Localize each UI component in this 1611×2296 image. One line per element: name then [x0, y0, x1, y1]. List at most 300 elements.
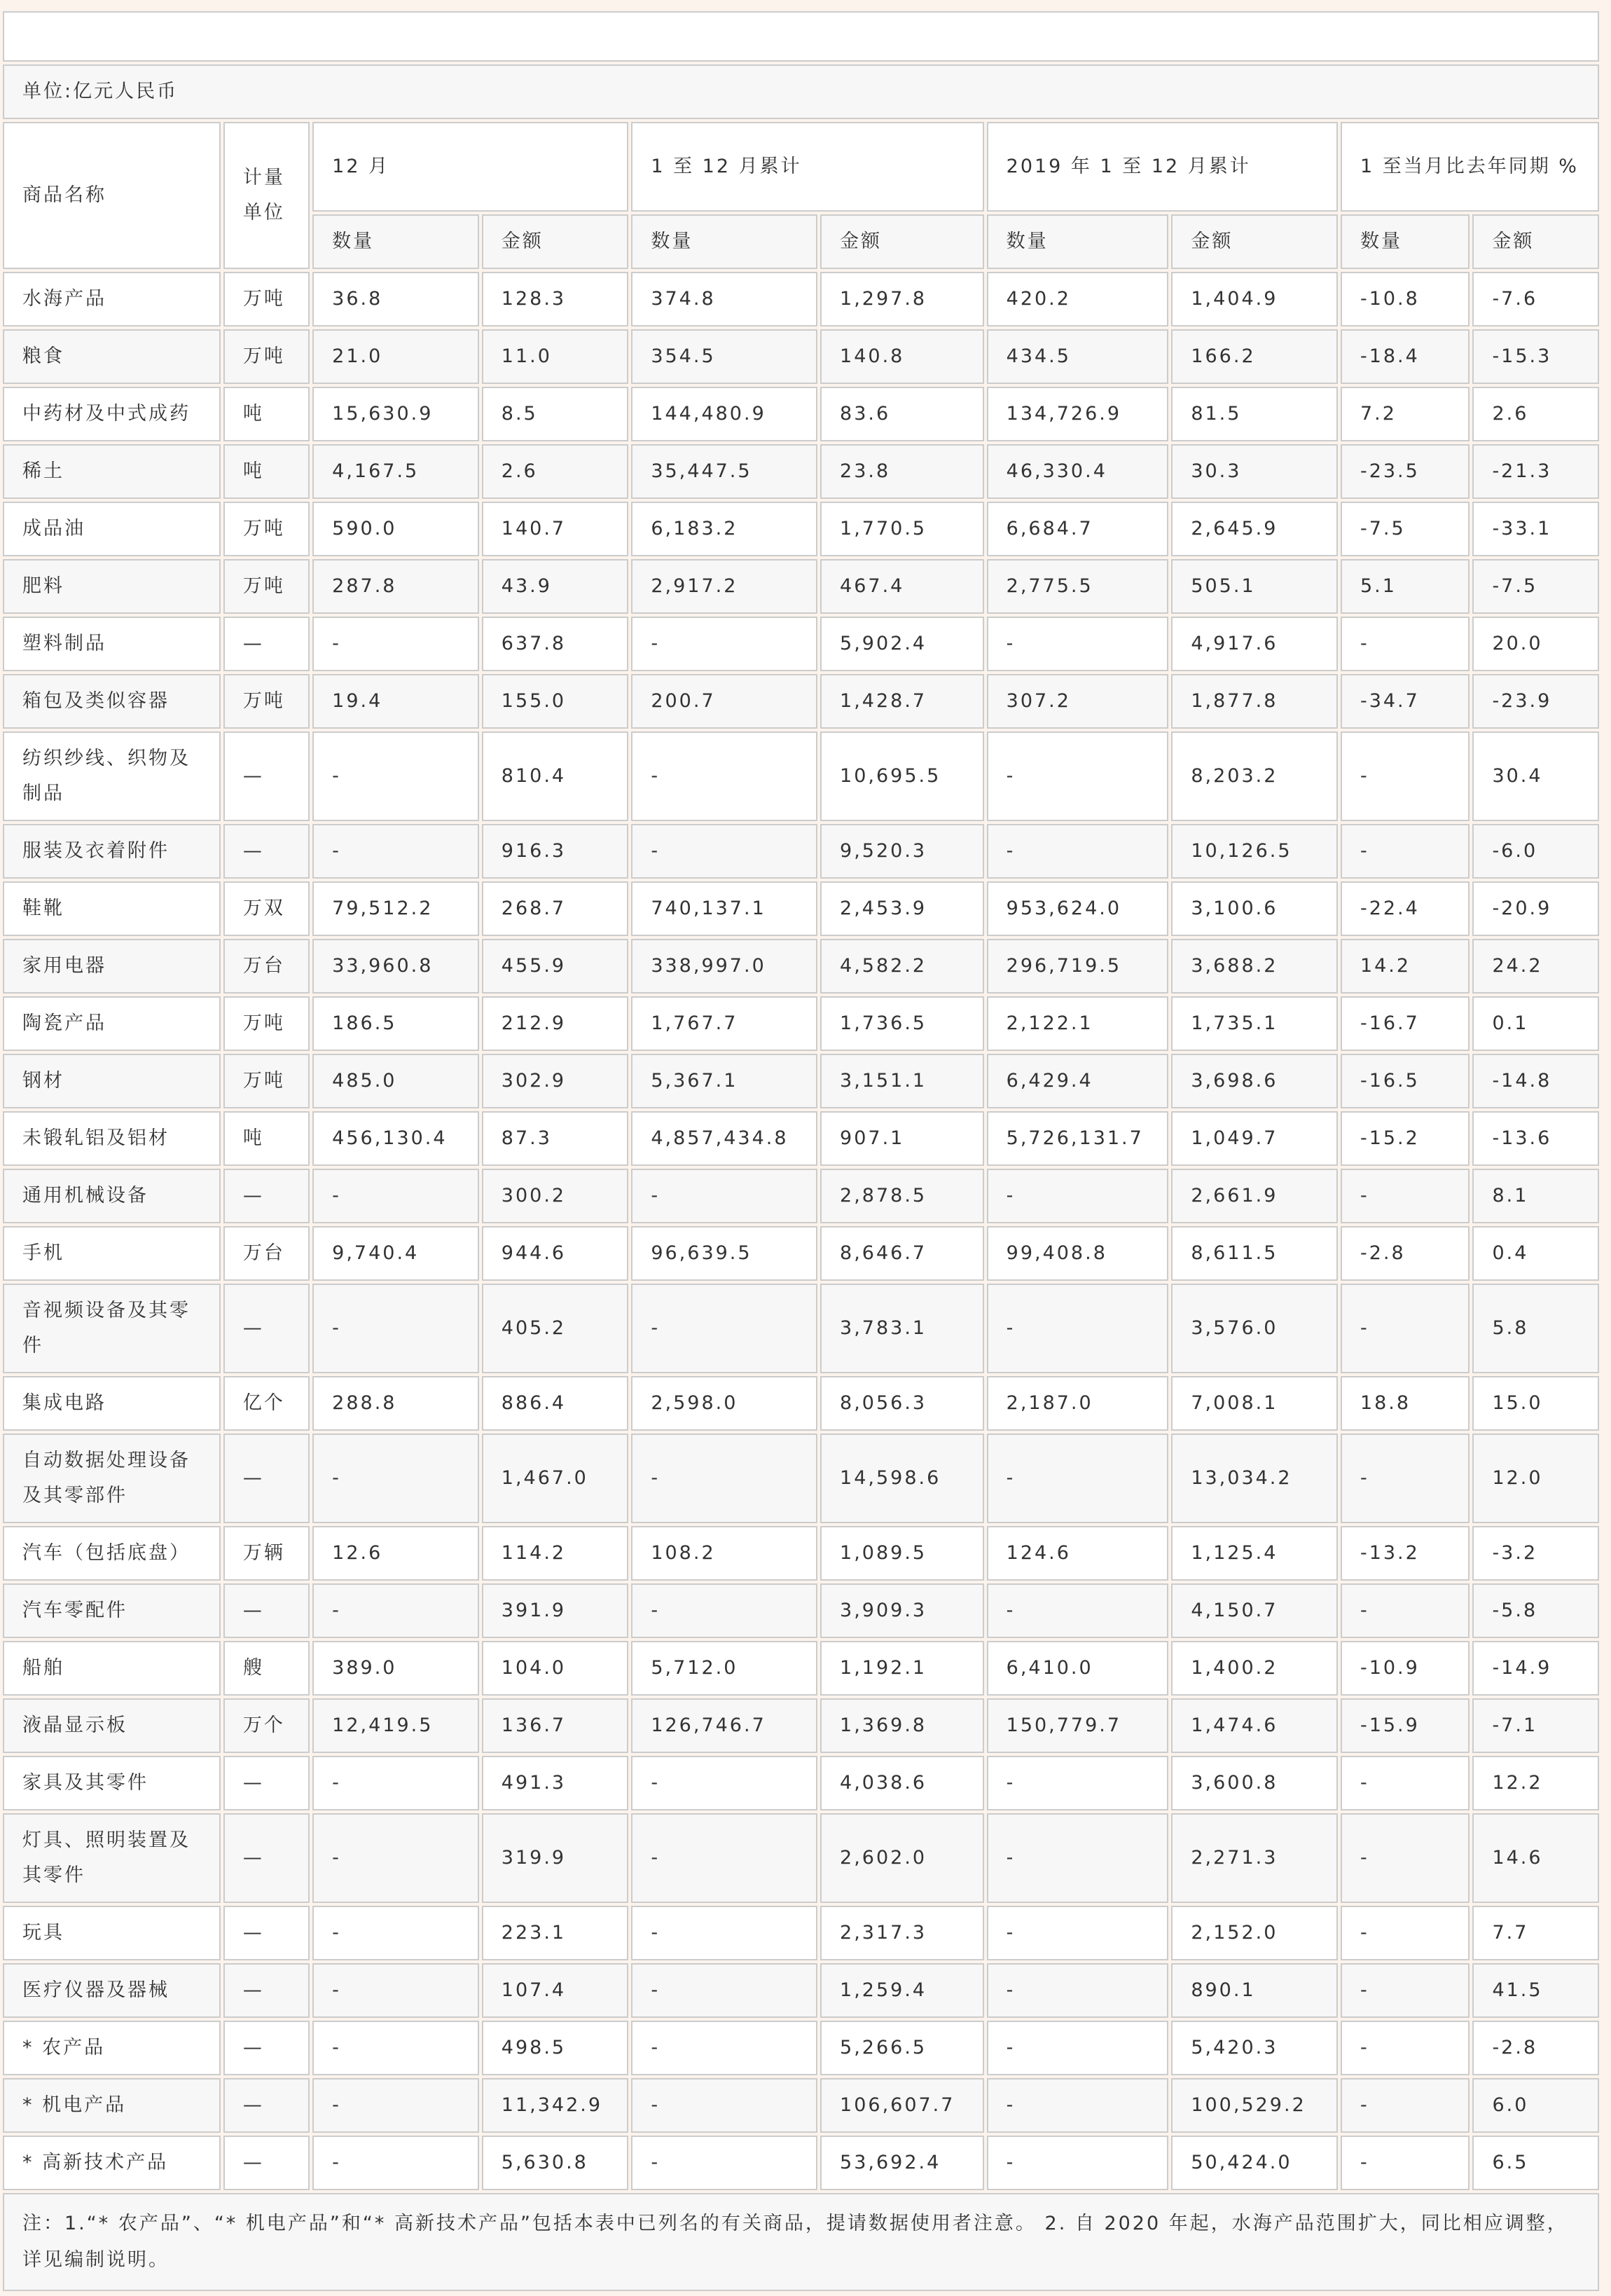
cell-commodity-name: * 农产品 [3, 2021, 221, 2075]
cell-prior-year-quantity: - [987, 1906, 1169, 1960]
cell-dec-amount: 107.4 [482, 1963, 629, 2018]
cell-cumulative-quantity: 200.7 [631, 674, 817, 729]
cell-cumulative-amount: 1,770.5 [820, 502, 984, 556]
cell-prior-year-amount: 3,600.8 [1171, 1756, 1338, 1810]
cell-yoy-quantity-pct: -18.4 [1341, 329, 1470, 384]
cell-prior-year-quantity: 134,726.9 [987, 387, 1169, 441]
cell-measure-unit: 艘 [223, 1641, 310, 1696]
cell-dec-amount: 104.0 [482, 1641, 629, 1696]
cell-commodity-name: * 高新技术产品 [3, 2136, 221, 2190]
cell-measure-unit: 万吨 [223, 559, 310, 614]
subheader-amount: 金额 [1472, 214, 1599, 269]
cell-dec-quantity: 12,419.5 [312, 1698, 479, 1753]
cell-yoy-amount-pct: -20.9 [1472, 881, 1599, 936]
cell-commodity-name: 稀土 [3, 444, 221, 499]
cell-prior-year-amount: 2,152.0 [1171, 1906, 1338, 1960]
cell-prior-year-amount: 1,735.1 [1171, 996, 1338, 1051]
cell-prior-year-amount: 2,661.9 [1171, 1169, 1338, 1223]
cell-dec-quantity: 389.0 [312, 1641, 479, 1696]
cell-prior-year-quantity: 2,187.0 [987, 1376, 1169, 1431]
cell-dec-quantity: 12.6 [312, 1526, 479, 1581]
cell-yoy-amount-pct: -21.3 [1472, 444, 1599, 499]
cell-measure-unit: 吨 [223, 387, 310, 441]
cell-prior-year-amount: 1,877.8 [1171, 674, 1338, 729]
table-row [3, 996, 1599, 1051]
cell-cumulative-amount: 14,598.6 [820, 1434, 984, 1523]
cell-prior-year-amount: 4,150.7 [1171, 1583, 1338, 1638]
cell-yoy-amount-pct: 24.2 [1472, 939, 1599, 994]
cell-dec-amount: 319.9 [482, 1813, 629, 1903]
cell-yoy-quantity-pct: - [1341, 731, 1470, 821]
cell-yoy-quantity-pct: -7.5 [1341, 502, 1470, 556]
cell-yoy-quantity-pct: -10.9 [1341, 1641, 1470, 1696]
cell-yoy-amount-pct: 6.5 [1472, 2136, 1599, 2190]
cell-measure-unit: 吨 [223, 444, 310, 499]
cell-commodity-name: 家具及其零件 [3, 1756, 221, 1810]
cell-prior-year-quantity: - [987, 1434, 1169, 1523]
cell-yoy-amount-pct: -6.0 [1472, 824, 1599, 879]
cell-dec-quantity: 288.8 [312, 1376, 479, 1431]
cell-commodity-name: 水海产品 [3, 272, 221, 326]
cell-cumulative-quantity: - [631, 2021, 817, 2075]
cell-yoy-amount-pct: 30.4 [1472, 731, 1599, 821]
cell-cumulative-quantity: 338,997.0 [631, 939, 817, 994]
cell-prior-year-amount: 81.5 [1171, 387, 1338, 441]
cell-yoy-quantity-pct: - [1341, 617, 1470, 671]
cell-measure-unit: 万台 [223, 939, 310, 994]
cell-dec-quantity: - [312, 1963, 479, 2018]
cell-measure-unit: — [223, 1583, 310, 1638]
cell-cumulative-amount: 1,192.1 [820, 1641, 984, 1696]
table-row [3, 824, 1599, 879]
cell-yoy-quantity-pct: -22.4 [1341, 881, 1470, 936]
cell-cumulative-amount: 3,909.3 [820, 1583, 984, 1638]
cell-dec-amount: 405.2 [482, 1284, 629, 1373]
cell-yoy-quantity-pct: - [1341, 1756, 1470, 1810]
header-commodity-name: 商品名称 [3, 122, 221, 269]
cell-yoy-quantity-pct: - [1341, 1583, 1470, 1638]
cell-prior-year-amount: 166.2 [1171, 329, 1338, 384]
cell-cumulative-quantity: 5,367.1 [631, 1054, 817, 1108]
cell-yoy-amount-pct: -15.3 [1472, 329, 1599, 384]
cell-cumulative-quantity: - [631, 1756, 817, 1810]
table-row [3, 2078, 1599, 2133]
table-row [3, 939, 1599, 994]
cell-commodity-name: 玩具 [3, 1906, 221, 1960]
table-row [3, 2136, 1599, 2190]
cell-yoy-amount-pct: -33.1 [1472, 502, 1599, 556]
cell-cumulative-quantity: 4,857,434.8 [631, 1111, 817, 1166]
cell-prior-year-quantity: 307.2 [987, 674, 1169, 729]
cell-cumulative-quantity: 96,639.5 [631, 1226, 817, 1281]
cell-prior-year-quantity: 124.6 [987, 1526, 1169, 1581]
subheader-quantity: 数量 [1341, 214, 1470, 269]
cell-commodity-name: 通用机械设备 [3, 1169, 221, 1223]
cell-measure-unit: 万台 [223, 1226, 310, 1281]
cell-prior-year-quantity: 6,429.4 [987, 1054, 1169, 1108]
cell-dec-quantity: - [312, 1284, 479, 1373]
cell-prior-year-amount: 1,400.2 [1171, 1641, 1338, 1696]
cell-cumulative-quantity: - [631, 1963, 817, 2018]
cell-commodity-name: 服装及衣着附件 [3, 824, 221, 879]
cell-prior-year-amount: 890.1 [1171, 1963, 1338, 2018]
cell-yoy-quantity-pct: 5.1 [1341, 559, 1470, 614]
cell-dec-quantity: - [312, 1906, 479, 1960]
cell-measure-unit: — [223, 731, 310, 821]
table-row [3, 1583, 1599, 1638]
cell-prior-year-amount: 3,688.2 [1171, 939, 1338, 994]
cell-cumulative-amount: 8,646.7 [820, 1226, 984, 1281]
cell-prior-year-quantity: 99,408.8 [987, 1226, 1169, 1281]
table-row [3, 731, 1599, 821]
cell-dec-quantity: - [312, 1756, 479, 1810]
cell-dec-quantity: 9,740.4 [312, 1226, 479, 1281]
cell-dec-amount: 637.8 [482, 617, 629, 671]
table-row [3, 559, 1599, 614]
table-row [3, 674, 1599, 729]
cell-dec-amount: 128.3 [482, 272, 629, 326]
cell-cumulative-quantity: 374.8 [631, 272, 817, 326]
cell-yoy-amount-pct: 12.0 [1472, 1434, 1599, 1523]
cell-dec-quantity: 15,630.9 [312, 387, 479, 441]
cell-cumulative-quantity: - [631, 2136, 817, 2190]
cell-cumulative-amount: 23.8 [820, 444, 984, 499]
currency-unit-label: 单位:亿元人民币 [3, 64, 1599, 119]
cell-measure-unit: — [223, 1813, 310, 1903]
cell-prior-year-quantity: - [987, 1756, 1169, 1810]
cell-yoy-amount-pct: 2.6 [1472, 387, 1599, 441]
cell-measure-unit: — [223, 1756, 310, 1810]
table-row [3, 1111, 1599, 1166]
cell-cumulative-amount: 10,695.5 [820, 731, 984, 821]
cell-prior-year-amount: 10,126.5 [1171, 824, 1338, 879]
cell-dec-amount: 140.7 [482, 502, 629, 556]
cell-measure-unit: 吨 [223, 1111, 310, 1166]
cell-yoy-amount-pct: -5.8 [1472, 1583, 1599, 1638]
cell-prior-year-amount: 8,203.2 [1171, 731, 1338, 821]
cell-cumulative-amount: 467.4 [820, 559, 984, 614]
cell-yoy-amount-pct: 14.6 [1472, 1813, 1599, 1903]
cell-commodity-name: 液晶显示板 [3, 1698, 221, 1753]
table-row [3, 1756, 1599, 1810]
cell-cumulative-amount: 2,453.9 [820, 881, 984, 936]
cell-cumulative-quantity: - [631, 617, 817, 671]
cell-cumulative-amount: 5,902.4 [820, 617, 984, 671]
cell-dec-quantity: 590.0 [312, 502, 479, 556]
cell-commodity-name: 塑料制品 [3, 617, 221, 671]
table-row [3, 1169, 1599, 1223]
cell-yoy-quantity-pct: - [1341, 2136, 1470, 2190]
cell-cumulative-amount: 8,056.3 [820, 1376, 984, 1431]
cell-cumulative-amount: 1,428.7 [820, 674, 984, 729]
cell-dec-amount: 2.6 [482, 444, 629, 499]
cell-cumulative-quantity: 108.2 [631, 1526, 817, 1581]
table-row [3, 329, 1599, 384]
cell-yoy-quantity-pct: - [1341, 1284, 1470, 1373]
cell-prior-year-amount: 50,424.0 [1171, 2136, 1338, 2190]
cell-measure-unit: — [223, 2078, 310, 2133]
table-footnote: 注：1.“* 农产品”、“* 机电产品”和“* 高新技术产品”包括本表中已列名的有关商品，提请数据使用者注意。 2. 自 2020 年起，水海产品范围扩大，同比相应调整，详见编制说明。 [3, 2193, 1599, 2291]
cell-cumulative-quantity: - [631, 1813, 817, 1903]
cell-measure-unit: 万吨 [223, 502, 310, 556]
cell-cumulative-quantity: - [631, 1434, 817, 1523]
cell-yoy-amount-pct: -23.9 [1472, 674, 1599, 729]
cell-dec-amount: 136.7 [482, 1698, 629, 1753]
cell-yoy-amount-pct: 6.0 [1472, 2078, 1599, 2133]
cell-yoy-amount-pct: 0.4 [1472, 1226, 1599, 1281]
cell-dec-amount: 43.9 [482, 559, 629, 614]
table-row [3, 617, 1599, 671]
cell-yoy-quantity-pct: 7.2 [1341, 387, 1470, 441]
cell-commodity-name: 自动数据处理设备及其零部件 [3, 1434, 221, 1523]
cell-cumulative-amount: 4,038.6 [820, 1756, 984, 1810]
cell-prior-year-quantity: 150,779.7 [987, 1698, 1169, 1753]
cell-prior-year-amount: 2,271.3 [1171, 1813, 1338, 1903]
cell-cumulative-amount: 1,297.8 [820, 272, 984, 326]
cell-prior-year-quantity: - [987, 1963, 1169, 2018]
cell-cumulative-quantity: - [631, 1906, 817, 1960]
table-row [3, 1698, 1599, 1753]
cell-dec-amount: 212.9 [482, 996, 629, 1051]
cell-prior-year-amount: 2,645.9 [1171, 502, 1338, 556]
cell-dec-amount: 223.1 [482, 1906, 629, 1960]
cell-cumulative-amount: 83.6 [820, 387, 984, 441]
cell-prior-year-amount: 7,008.1 [1171, 1376, 1338, 1431]
cell-cumulative-quantity: - [631, 824, 817, 879]
table-row [3, 1963, 1599, 2018]
cell-prior-year-quantity: - [987, 2078, 1169, 2133]
cell-cumulative-amount: 2,878.5 [820, 1169, 984, 1223]
cell-yoy-quantity-pct: -16.5 [1341, 1054, 1470, 1108]
cell-prior-year-quantity: 953,624.0 [987, 881, 1169, 936]
cell-yoy-quantity-pct: - [1341, 2078, 1470, 2133]
cell-yoy-amount-pct: -7.6 [1472, 272, 1599, 326]
cell-cumulative-quantity: 2,917.2 [631, 559, 817, 614]
cell-yoy-amount-pct: 0.1 [1472, 996, 1599, 1051]
table-row [3, 1906, 1599, 1960]
cell-prior-year-amount: 13,034.2 [1171, 1434, 1338, 1523]
cell-cumulative-amount: 9,520.3 [820, 824, 984, 879]
cell-dec-amount: 944.6 [482, 1226, 629, 1281]
cell-dec-quantity: 287.8 [312, 559, 479, 614]
table-row [3, 502, 1599, 556]
cell-commodity-name: 家用电器 [3, 939, 221, 994]
cell-dec-quantity: 19.4 [312, 674, 479, 729]
cell-cumulative-amount: 1,089.5 [820, 1526, 984, 1581]
cell-yoy-quantity-pct: -16.7 [1341, 996, 1470, 1051]
table-row [3, 1526, 1599, 1581]
cell-cumulative-amount: 1,736.5 [820, 996, 984, 1051]
cell-prior-year-quantity: - [987, 824, 1169, 879]
cell-yoy-amount-pct: -7.1 [1472, 1698, 1599, 1753]
cell-dec-quantity: - [312, 1169, 479, 1223]
subheader-amount: 金额 [820, 214, 984, 269]
cell-prior-year-amount: 505.1 [1171, 559, 1338, 614]
cell-prior-year-quantity: - [987, 1284, 1169, 1373]
subheader-amount: 金额 [482, 214, 629, 269]
cell-cumulative-amount: 1,259.4 [820, 1963, 984, 2018]
cell-cumulative-quantity: 2,598.0 [631, 1376, 817, 1431]
cell-yoy-quantity-pct: -15.9 [1341, 1698, 1470, 1753]
cell-cumulative-quantity: 6,183.2 [631, 502, 817, 556]
cell-dec-quantity: 79,512.2 [312, 881, 479, 936]
cell-yoy-quantity-pct: -10.8 [1341, 272, 1470, 326]
cell-dec-quantity: - [312, 2078, 479, 2133]
cell-dec-amount: 155.0 [482, 674, 629, 729]
cell-measure-unit: 万吨 [223, 674, 310, 729]
table-row [3, 387, 1599, 441]
cell-yoy-quantity-pct: 18.8 [1341, 1376, 1470, 1431]
cell-prior-year-quantity: 2,122.1 [987, 996, 1169, 1051]
cell-dec-quantity: - [312, 2136, 479, 2190]
cell-dec-quantity: 186.5 [312, 996, 479, 1051]
cell-commodity-name: 汽车零配件 [3, 1583, 221, 1638]
cell-dec-amount: 916.3 [482, 824, 629, 879]
cell-measure-unit: — [223, 617, 310, 671]
cell-yoy-quantity-pct: - [1341, 1813, 1470, 1903]
cell-yoy-quantity-pct: 14.2 [1341, 939, 1470, 994]
cell-measure-unit: — [223, 1169, 310, 1223]
cell-cumulative-amount: 3,783.1 [820, 1284, 984, 1373]
cell-cumulative-amount: 3,151.1 [820, 1054, 984, 1108]
cell-yoy-quantity-pct: - [1341, 1434, 1470, 1523]
cell-dec-amount: 8.5 [482, 387, 629, 441]
cell-prior-year-quantity: - [987, 1583, 1169, 1638]
cell-prior-year-quantity: 5,726,131.7 [987, 1111, 1169, 1166]
header-2019-cumulative: 2019 年 1 至 12 月累计 [987, 122, 1338, 212]
cell-dec-quantity: 485.0 [312, 1054, 479, 1108]
cell-cumulative-amount: 106,607.7 [820, 2078, 984, 2133]
cell-commodity-name: 汽车（包括底盘） [3, 1526, 221, 1581]
cell-cumulative-amount: 2,602.0 [820, 1813, 984, 1903]
cell-dec-amount: 1,467.0 [482, 1434, 629, 1523]
export-commodity-table [0, 8, 1602, 2294]
cell-dec-quantity: - [312, 1583, 479, 1638]
cell-commodity-name: 纺织纱线、织物及制品 [3, 731, 221, 821]
cell-prior-year-quantity: - [987, 2021, 1169, 2075]
cell-prior-year-amount: 4,917.6 [1171, 617, 1338, 671]
table-title [3, 11, 1599, 62]
cell-yoy-amount-pct: 20.0 [1472, 617, 1599, 671]
cell-dec-amount: 114.2 [482, 1526, 629, 1581]
cell-yoy-quantity-pct: -2.8 [1341, 1226, 1470, 1281]
cell-commodity-name: 集成电路 [3, 1376, 221, 1431]
table-row [3, 1434, 1599, 1523]
cell-measure-unit: — [223, 2021, 310, 2075]
cell-yoy-quantity-pct: -13.2 [1341, 1526, 1470, 1581]
subheader-quantity: 数量 [987, 214, 1169, 269]
cell-commodity-name: 手机 [3, 1226, 221, 1281]
cell-dec-quantity: 36.8 [312, 272, 479, 326]
cell-prior-year-amount: 30.3 [1171, 444, 1338, 499]
cell-prior-year-amount: 3,100.6 [1171, 881, 1338, 936]
header-jan-dec-cumulative: 1 至 12 月累计 [631, 122, 983, 212]
subheader-quantity: 数量 [631, 214, 817, 269]
subheader-amount: 金额 [1171, 214, 1338, 269]
cell-yoy-amount-pct: 5.8 [1472, 1284, 1599, 1373]
cell-yoy-quantity-pct: - [1341, 2021, 1470, 2075]
cell-commodity-name: 粮食 [3, 329, 221, 384]
cell-commodity-name: 中药材及中式成药 [3, 387, 221, 441]
table-row [3, 1054, 1599, 1108]
cell-dec-amount: 455.9 [482, 939, 629, 994]
cell-measure-unit: 万辆 [223, 1526, 310, 1581]
cell-cumulative-quantity: - [631, 2078, 817, 2133]
cell-commodity-name: 灯具、照明装置及其零件 [3, 1813, 221, 1903]
cell-yoy-amount-pct: -13.6 [1472, 1111, 1599, 1166]
table-row [3, 444, 1599, 499]
cell-prior-year-quantity: - [987, 2136, 1169, 2190]
header-measure-unit: 计量单位 [223, 122, 310, 269]
table-row [3, 1376, 1599, 1431]
cell-measure-unit: — [223, 1434, 310, 1523]
cell-prior-year-quantity: - [987, 731, 1169, 821]
cell-prior-year-quantity: 420.2 [987, 272, 1169, 326]
cell-prior-year-quantity: - [987, 1169, 1169, 1223]
cell-yoy-amount-pct: 15.0 [1472, 1376, 1599, 1431]
cell-commodity-name: 鞋靴 [3, 881, 221, 936]
table-row [3, 1226, 1599, 1281]
cell-yoy-amount-pct: 41.5 [1472, 1963, 1599, 2018]
cell-dec-quantity: 456,130.4 [312, 1111, 479, 1166]
cell-measure-unit: — [223, 1284, 310, 1373]
cell-prior-year-amount: 5,420.3 [1171, 2021, 1338, 2075]
subheader-quantity: 数量 [312, 214, 479, 269]
header-yoy-percent: 1 至当月比去年同期 % [1341, 122, 1599, 212]
cell-yoy-quantity-pct: - [1341, 1906, 1470, 1960]
cell-measure-unit: 万吨 [223, 329, 310, 384]
cell-prior-year-quantity: - [987, 1813, 1169, 1903]
cell-commodity-name: 钢材 [3, 1054, 221, 1108]
cell-dec-amount: 11.0 [482, 329, 629, 384]
cell-commodity-name: 船舶 [3, 1641, 221, 1696]
cell-cumulative-quantity: 1,767.7 [631, 996, 817, 1051]
cell-yoy-amount-pct: 7.7 [1472, 1906, 1599, 1960]
cell-commodity-name: 箱包及类似容器 [3, 674, 221, 729]
table-row [3, 272, 1599, 326]
table-row [3, 1641, 1599, 1696]
cell-yoy-quantity-pct: - [1341, 824, 1470, 879]
cell-yoy-amount-pct: -3.2 [1472, 1526, 1599, 1581]
cell-cumulative-quantity: 354.5 [631, 329, 817, 384]
cell-cumulative-quantity: - [631, 1284, 817, 1373]
cell-yoy-amount-pct: -14.8 [1472, 1054, 1599, 1108]
table-row [3, 881, 1599, 936]
cell-prior-year-quantity: 6,410.0 [987, 1641, 1169, 1696]
cell-cumulative-quantity: - [631, 731, 817, 821]
cell-dec-amount: 391.9 [482, 1583, 629, 1638]
cell-prior-year-amount: 3,698.6 [1171, 1054, 1338, 1108]
cell-cumulative-amount: 907.1 [820, 1111, 984, 1166]
header-december: 12 月 [312, 122, 628, 212]
cell-dec-amount: 810.4 [482, 731, 629, 821]
cell-yoy-quantity-pct: -15.2 [1341, 1111, 1470, 1166]
cell-dec-amount: 300.2 [482, 1169, 629, 1223]
cell-dec-amount: 491.3 [482, 1756, 629, 1810]
cell-measure-unit: 亿个 [223, 1376, 310, 1431]
cell-measure-unit: — [223, 1963, 310, 2018]
cell-dec-quantity: 21.0 [312, 329, 479, 384]
cell-commodity-name: * 机电产品 [3, 2078, 221, 2133]
cell-cumulative-quantity: - [631, 1169, 817, 1223]
cell-prior-year-quantity: 2,775.5 [987, 559, 1169, 614]
cell-dec-amount: 886.4 [482, 1376, 629, 1431]
cell-dec-quantity: - [312, 617, 479, 671]
cell-yoy-quantity-pct: -23.5 [1341, 444, 1470, 499]
cell-dec-quantity: - [312, 2021, 479, 2075]
cell-dec-quantity: - [312, 1434, 479, 1523]
cell-cumulative-amount: 5,266.5 [820, 2021, 984, 2075]
